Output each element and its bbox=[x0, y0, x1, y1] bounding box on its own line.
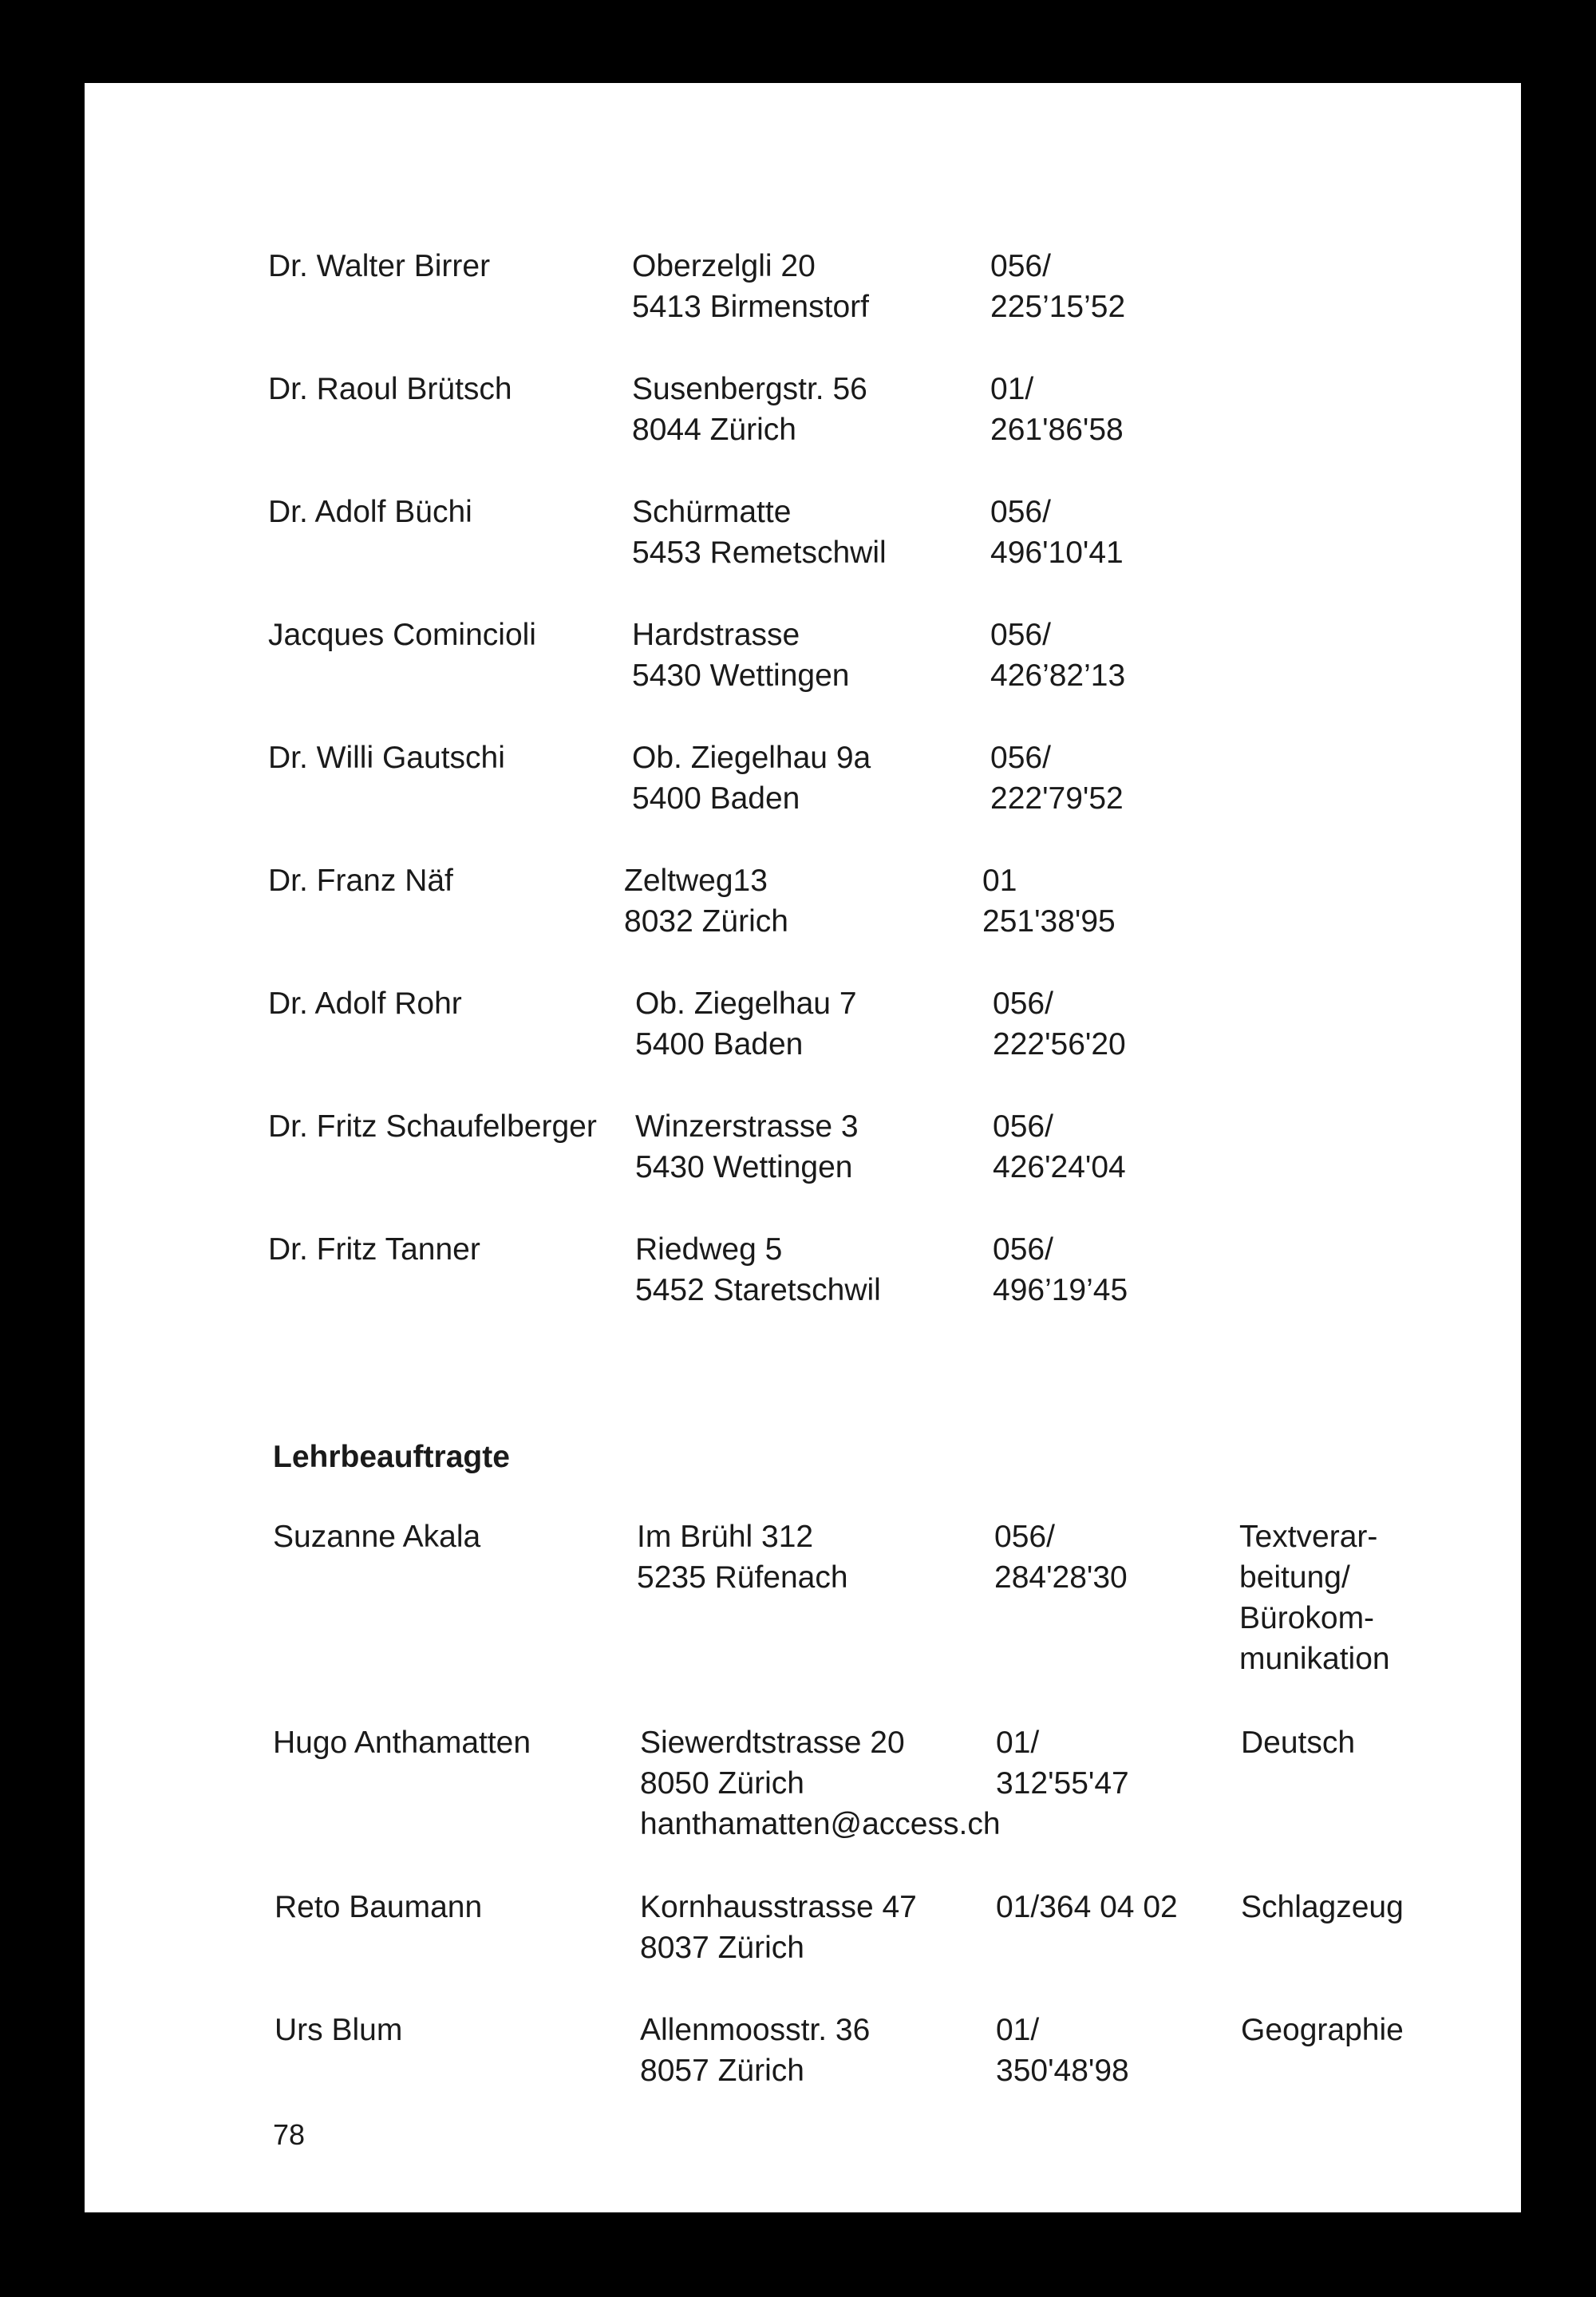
phone bbox=[994, 1516, 1128, 1598]
person-name: Jacques Comincioli bbox=[268, 618, 536, 652]
person-name: Dr. Franz Näf bbox=[268, 864, 453, 898]
street: Im Brühl 312 bbox=[637, 1520, 814, 1554]
address bbox=[632, 492, 887, 573]
city: 5453 Remetschwil bbox=[632, 536, 887, 570]
address bbox=[632, 615, 850, 696]
staff-entry bbox=[85, 615, 1521, 702]
person-name: Hugo Anthamatten bbox=[273, 1726, 531, 1760]
phone bbox=[990, 737, 1124, 819]
phone bbox=[990, 492, 1124, 573]
lecturer-entry bbox=[85, 1516, 1521, 1692]
phone-area: 01/364 04 02 bbox=[996, 1890, 1178, 1924]
subject-line: Deutsch bbox=[1241, 1726, 1356, 1760]
phone bbox=[996, 1722, 1129, 1804]
subject bbox=[1241, 2010, 1404, 2050]
city: 5235 Rüfenach bbox=[637, 1560, 848, 1595]
phone-number: 284'28'30 bbox=[994, 1560, 1128, 1595]
address bbox=[632, 246, 869, 327]
phone-area: 056/ bbox=[993, 986, 1053, 1021]
street: Riedweg 5 bbox=[635, 1232, 783, 1267]
staff-entry bbox=[85, 983, 1521, 1071]
phone-area: 056/ bbox=[993, 1109, 1053, 1144]
person-name: Reto Baumann bbox=[275, 1890, 483, 1924]
city: 8050 Zürich bbox=[640, 1766, 804, 1801]
person-name: Dr. Adolf Büchi bbox=[268, 495, 472, 529]
phone-area: 056/ bbox=[994, 1520, 1055, 1554]
subject-line: munikation bbox=[1239, 1642, 1390, 1676]
subject bbox=[1241, 1722, 1355, 1763]
phone-number: 222'79'52 bbox=[990, 781, 1124, 816]
staff-entry bbox=[85, 492, 1521, 579]
phone bbox=[982, 860, 1116, 942]
phone-number: 261'86'58 bbox=[990, 413, 1124, 447]
phone bbox=[993, 1229, 1128, 1311]
phone-number: 426’82’13 bbox=[990, 658, 1126, 693]
phone-number: 225’15’52 bbox=[990, 290, 1126, 324]
staff-entry bbox=[85, 246, 1521, 334]
phone-number: 496'10'41 bbox=[990, 536, 1124, 570]
address bbox=[635, 1229, 881, 1311]
phone-number: 251'38'95 bbox=[982, 904, 1116, 939]
email: hanthamatten@access.ch bbox=[640, 1807, 1001, 1841]
staff-entry bbox=[85, 1106, 1521, 1194]
subject-line: Bürokom- bbox=[1239, 1601, 1375, 1635]
address bbox=[624, 860, 788, 942]
address bbox=[637, 1516, 848, 1598]
street: Ob. Ziegelhau 9a bbox=[632, 741, 871, 775]
section-heading: Lehrbeauftragte bbox=[273, 1440, 510, 1474]
subject bbox=[1241, 1887, 1404, 1927]
phone bbox=[996, 1887, 1178, 1927]
subject-line: Geographie bbox=[1241, 2013, 1404, 2047]
phone-area: 01 bbox=[982, 864, 1017, 898]
street: Kornhausstrasse 47 bbox=[640, 1890, 917, 1924]
street: Oberzelgli 20 bbox=[632, 249, 816, 283]
address bbox=[632, 369, 867, 450]
person-name: Urs Blum bbox=[275, 2013, 403, 2047]
street: Siewerdtstrasse 20 bbox=[640, 1726, 905, 1760]
address bbox=[640, 1887, 917, 1968]
document-page bbox=[85, 83, 1521, 2212]
phone-area: 01/ bbox=[996, 1726, 1040, 1760]
lecturer-entry bbox=[85, 1722, 1521, 1850]
city: 8032 Zürich bbox=[624, 904, 788, 939]
phone bbox=[993, 1106, 1126, 1188]
street: Allenmoosstr. 36 bbox=[640, 2013, 871, 2047]
phone bbox=[996, 2010, 1129, 2091]
page-number: 78 bbox=[273, 2118, 306, 2151]
city: 8044 Zürich bbox=[632, 413, 796, 447]
street: Susenbergstr. 56 bbox=[632, 372, 867, 406]
staff-entry bbox=[85, 1229, 1521, 1317]
street: Zeltweg13 bbox=[624, 864, 768, 898]
phone-number: 350'48'98 bbox=[996, 2054, 1129, 2088]
city: 5430 Wettingen bbox=[635, 1150, 853, 1184]
address bbox=[635, 983, 857, 1065]
address bbox=[640, 2010, 870, 2091]
city: 5400 Baden bbox=[632, 781, 800, 816]
phone-area: 01/ bbox=[996, 2013, 1040, 2047]
person-name: Dr. Willi Gautschi bbox=[268, 741, 505, 775]
city: 5430 Wettingen bbox=[632, 658, 850, 693]
city: 5452 Staretschwil bbox=[635, 1273, 881, 1307]
street: Hardstrasse bbox=[632, 618, 800, 652]
city: 8037 Zürich bbox=[640, 1931, 804, 1965]
phone-number: 496’19’45 bbox=[993, 1273, 1128, 1307]
city: 5400 Baden bbox=[635, 1027, 804, 1062]
subject-line: Schlagzeug bbox=[1241, 1890, 1404, 1924]
subject-line: beitung/ bbox=[1239, 1560, 1350, 1595]
lecturer-entry bbox=[85, 1887, 1521, 1975]
person-name: Suzanne Akala bbox=[273, 1520, 481, 1554]
lecturer-entry bbox=[85, 2010, 1521, 2097]
person-name: Dr. Adolf Rohr bbox=[268, 986, 462, 1021]
phone-area: 056/ bbox=[990, 249, 1051, 283]
phone-area: 056/ bbox=[993, 1232, 1053, 1267]
person-name: Dr. Walter Birrer bbox=[268, 249, 491, 283]
phone-number: 312'55'47 bbox=[996, 1766, 1129, 1801]
phone bbox=[990, 246, 1125, 327]
person-name: Dr. Fritz Schaufelberger bbox=[268, 1109, 597, 1144]
address bbox=[640, 1722, 1001, 1844]
phone-area: 056/ bbox=[990, 495, 1051, 529]
address bbox=[635, 1106, 859, 1188]
city: 5413 Birmenstorf bbox=[632, 290, 869, 324]
staff-entry bbox=[85, 369, 1521, 457]
phone-area: 01/ bbox=[990, 372, 1034, 406]
phone bbox=[990, 615, 1125, 696]
subject-line: Textverar- bbox=[1239, 1520, 1378, 1554]
person-name: Dr. Fritz Tanner bbox=[268, 1232, 480, 1267]
phone-area: 056/ bbox=[990, 741, 1051, 775]
city: 8057 Zürich bbox=[640, 2054, 804, 2088]
street: Winzerstrasse 3 bbox=[635, 1109, 859, 1144]
phone bbox=[993, 983, 1126, 1065]
person-name: Dr. Raoul Brütsch bbox=[268, 372, 512, 406]
staff-entry bbox=[85, 737, 1521, 825]
address bbox=[632, 737, 871, 819]
street: Schürmatte bbox=[632, 495, 792, 529]
phone-area: 056/ bbox=[990, 618, 1051, 652]
subject bbox=[1239, 1516, 1390, 1679]
phone-number: 222'56'20 bbox=[993, 1027, 1126, 1062]
street: Ob. Ziegelhau 7 bbox=[635, 986, 857, 1021]
staff-entry bbox=[85, 860, 1521, 948]
phone bbox=[990, 369, 1124, 450]
phone-number: 426'24'04 bbox=[993, 1150, 1126, 1184]
